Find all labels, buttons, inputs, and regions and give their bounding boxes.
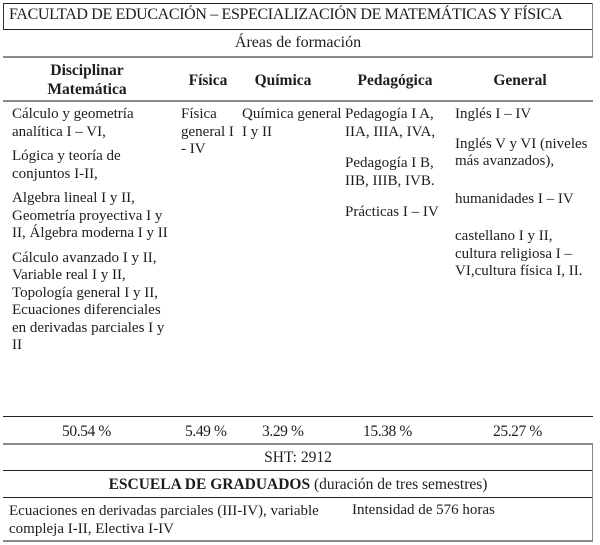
column-header-fisica: Física xyxy=(188,72,228,89)
percent-divider xyxy=(3,443,593,445)
course-item: Cálculo y geometría analítica I – VI, xyxy=(12,106,134,140)
course-item: Física general I - IV xyxy=(181,106,234,157)
percent-fisica: 5.49 % xyxy=(185,423,227,440)
column-header-quimica: Química xyxy=(254,72,312,89)
graduados-title-bold: ESCUELA DE GRADUADOS xyxy=(108,476,311,493)
cell-matematica xyxy=(12,106,174,362)
course-item: Química general I y II xyxy=(242,106,342,140)
course-item: Prácticas I – IV xyxy=(345,204,439,220)
percent-quimica: 3.29 % xyxy=(262,423,304,440)
table-title: FACULTAD DE EDUCACIÓN – ESPECIALIZACIÓN DE MATEMÁTICAS Y FÍSICA xyxy=(9,6,563,23)
cell-general xyxy=(455,106,590,288)
header-divider xyxy=(3,100,593,102)
course-item: Inglés I – IV xyxy=(455,106,532,122)
graduados-intensity: Intensidad de 576 horas xyxy=(352,502,495,518)
cell-quimica xyxy=(242,106,342,148)
graduados-courses: Ecuaciones en derivadas parciales (III-IV), variable compleja I-II, Electiva I-IV xyxy=(9,503,319,537)
percent-pedagogica: 15.38 % xyxy=(363,423,412,440)
sht-divider xyxy=(3,470,593,471)
graduados-divider xyxy=(3,497,593,498)
course-item: Lógica y teoría de conjuntos I-II, xyxy=(12,148,121,182)
course-item: Pedagogía I B, IIB, IIIB, IVB. xyxy=(345,155,435,189)
table-top-border xyxy=(3,3,593,4)
course-item: Cálculo avanzado I y II, Variable real I y II, Topología general I y II, Ecuaciones diferenciales en derivadas parciales I y II xyxy=(12,249,165,353)
percent-general: 25.27 % xyxy=(493,423,542,440)
course-item: castellano I y II, cultura religiosa I – VI,cultura física I, II. xyxy=(455,228,583,279)
areas-subtitle: Áreas de formación xyxy=(234,34,362,51)
course-item: Algebra lineal I y II, Geometría proyectiva I y II, Álgebra moderna I y II xyxy=(12,190,168,241)
percent-matematica: 50.54 % xyxy=(62,423,111,440)
cell-fisica xyxy=(181,106,237,166)
graduados-title-rest: (duración de tres semestres) xyxy=(310,476,488,493)
graduados-title xyxy=(0,476,596,494)
body-divider xyxy=(3,416,593,417)
areas-divider xyxy=(3,56,593,58)
column-header-pedagogica: Pedagógica xyxy=(357,72,433,89)
header-line: Disciplinar xyxy=(50,62,124,79)
table-bottom-border xyxy=(3,540,593,542)
sht-total: SHT: 2912 xyxy=(264,449,332,466)
title-divider xyxy=(3,29,593,30)
course-item: Pedagogía I A, IIA, IIIA, IVA, xyxy=(345,106,436,140)
cell-pedagogica xyxy=(345,106,449,229)
course-item: humanidades I – IV xyxy=(455,190,574,207)
course-item: Inglés V y VI (niveles más avanzados), xyxy=(455,135,588,169)
header-line: Matemática xyxy=(47,81,127,98)
title-left-border xyxy=(3,3,4,29)
column-header-general: General xyxy=(493,72,547,89)
column-header-matematica xyxy=(12,61,162,99)
